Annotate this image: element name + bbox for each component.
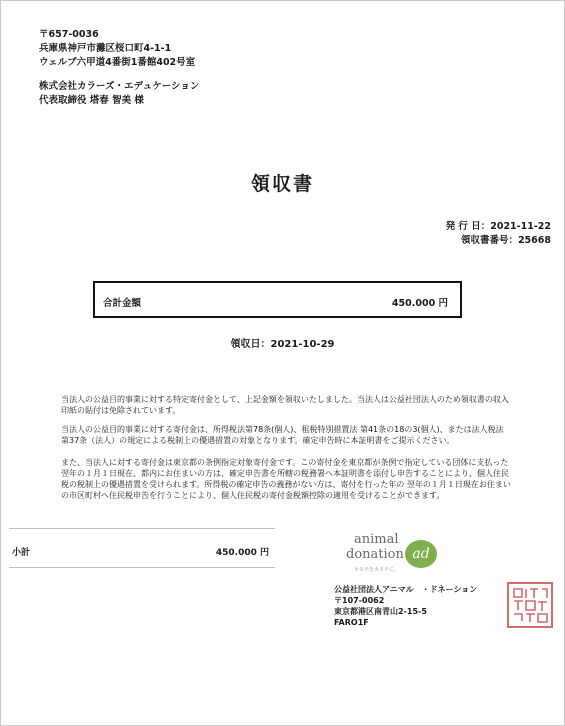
issuer-name: 公益社団法人アニマル ・ドネーション: [334, 585, 478, 594]
notice-paragraph-1: 当法人の公益目的事業に対する特定寄付金として、上記金額を領収いたしました。当法人は公益社団法人のため領収書の収入印紙の貼付は免除されています。: [61, 395, 509, 415]
logo-word-animal: animal: [354, 532, 399, 547]
animal-donation-logo: [344, 530, 449, 578]
recipient-person: 代表取締役 塔春 智美 様: [39, 95, 144, 106]
document-title: 領収書: [250, 173, 314, 195]
issue-date: 発 行 日：2021-11-22: [445, 221, 551, 232]
issuer-postal: 〒107-0062: [334, 596, 385, 605]
logo-mark-icon: ad: [405, 540, 437, 568]
receipt-meta: [446, 220, 551, 248]
recipient-address-line1: 兵庫県神戸市灘区桜口町4-1-1: [39, 43, 172, 54]
subtotal-row: [9, 528, 275, 568]
logo-tagline: キモチをカタチに。: [354, 567, 400, 573]
recipient-postal: 〒657-0036: [39, 29, 99, 40]
issuer-block: [334, 584, 477, 628]
subtotal-value: 450.000 円: [215, 548, 269, 558]
total-value: 450.000 円: [391, 298, 448, 309]
received-date: 領収日：2021-10-29: [230, 339, 335, 350]
notice-paragraph-3: また、当法人に対する寄付金は東京都の条例指定対象寄付金です。この寄付金を東京都が条例で指定している団体に支払った翌年の１月１日現在、都内にお住まいの方は、確定申告書を所轄の税務署へ本証明書を添付し申告することにより、個人住民税の税制上の優遇措置を受けられます。所得税の確定申告の義務がない方は、寄付を行った年の 翌年の１月１日現在お住まいの市区町村へ住民税申告を行うことにより、個人住民税の寄付金税額控除の適用を受けることができます。: [61, 458, 511, 500]
recipient-block: [39, 28, 199, 108]
company-seal-stamp: [507, 582, 553, 628]
total-label: 合計金額: [103, 298, 142, 309]
notice-paragraph-2: 当法人の公益目的事業に対する寄付金は、所得税法第78条(個人)、租税特別措置法 第41条の18の3(個人)、または法人税法第37条（法人）の規定による税制上の優遇措置の対象となります。確定申告時に本証明書をご提示ください。: [61, 425, 504, 445]
issuer-address: 東京都港区南青山2-15-5: [334, 607, 427, 616]
issuer-floor: FARO1F: [334, 618, 369, 627]
seal-icon: [509, 584, 551, 626]
logo-word-donation: donation: [346, 547, 404, 562]
recipient-company: 株式会社カラーズ・エデュケーション: [39, 81, 200, 92]
subtotal-label: 小計: [12, 548, 31, 558]
receipt-number: 領収書番号：25668: [460, 235, 551, 246]
recipient-address-line2: ウェルブ六甲道4番街1番館402号室: [39, 57, 196, 68]
total-amount-box: [93, 281, 462, 318]
